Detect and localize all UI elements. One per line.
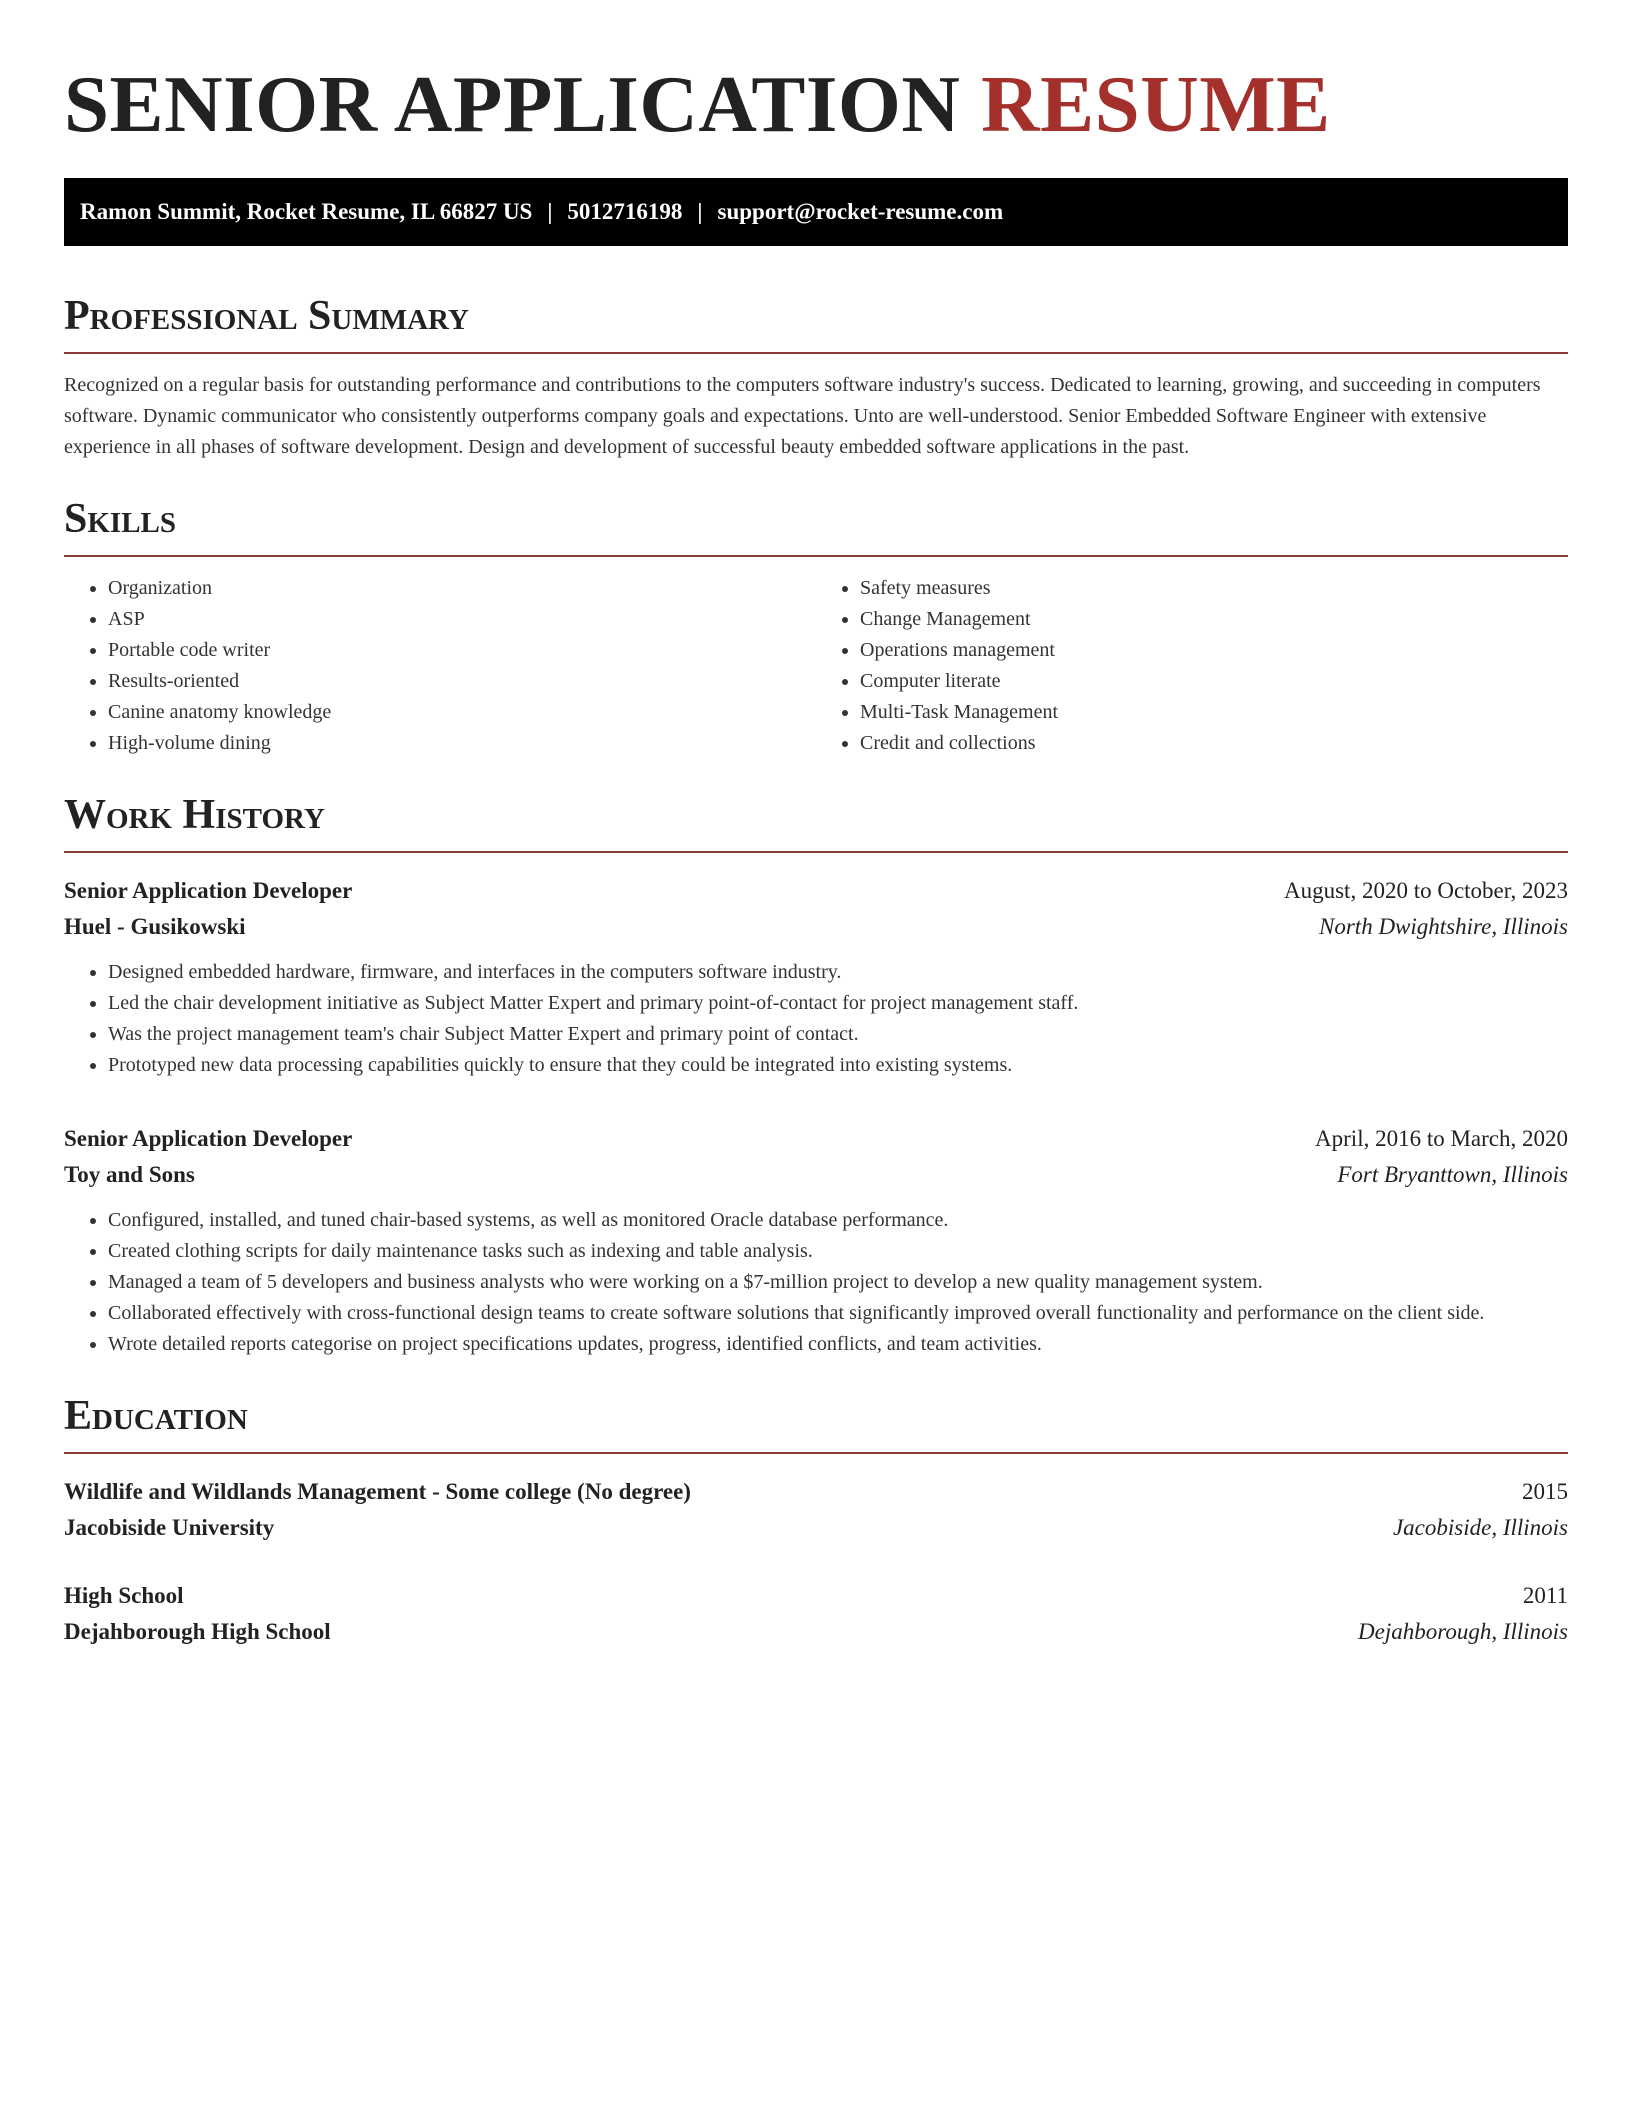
skill-item: • Results-oriented [108, 666, 816, 697]
skills-list-right [816, 573, 1568, 759]
section-divider [64, 352, 1568, 354]
job-bullet: • Collaborated effectively with cross-functional design teams to create software solutions that significantly improved overall functionality and performance on the client side. [108, 1298, 1568, 1329]
job-bullet: • Created clothing scripts for daily maintenance tasks such as indexing and table analysis. [108, 1236, 1568, 1267]
resume-title [64, 54, 1568, 154]
summary-section [64, 290, 1568, 463]
education-school: Dejahborough High School [64, 1619, 331, 1644]
skills-grid [64, 573, 1568, 759]
skill-item: • Operations management [860, 635, 1568, 666]
job-title: Senior Application Developer [64, 1126, 353, 1151]
job-bullet: • Led the chair development initiative as Subject Matter Expert and primary point-of-contact for project management staff. [108, 988, 1568, 1019]
contact-address: Ramon Summit, Rocket Resume, IL 66827 US [80, 199, 533, 224]
job-entry [64, 1121, 1568, 1360]
skill-item: • Safety measures [860, 573, 1568, 604]
contact-bar [64, 178, 1568, 246]
title-accent: RESUME [981, 59, 1331, 149]
job-title: Senior Application Developer [64, 878, 353, 903]
job-location: Fort Bryanttown, Illinois [1337, 1162, 1568, 1187]
work-history-section [64, 789, 1568, 1360]
education-location: Dejahborough, Illinois [1358, 1619, 1568, 1644]
contact-separator: | [697, 199, 703, 224]
skills-heading: Skills [64, 496, 177, 542]
contact-phone[interactable]: 5012716198 [567, 199, 683, 224]
work-history-heading: Work History [64, 792, 325, 838]
education-degree-row [64, 1578, 1568, 1614]
job-bullet: • Managed a team of 5 developers and business analysts who were working on a $7-million project to develop a new quality management system. [108, 1267, 1568, 1298]
education-school: Jacobiside University [64, 1515, 275, 1540]
skill-item: • Change Management [860, 604, 1568, 635]
job-bullet: • Wrote detailed reports categorise on project specifications updates, progress, identified conflicts, and team activities. [108, 1329, 1568, 1360]
job-bullet: • Designed embedded hardware, firmware, and interfaces in the computers software industry. [108, 957, 1568, 988]
education-school-row [64, 1614, 1568, 1650]
section-divider [64, 1452, 1568, 1454]
education-degree: High School [64, 1583, 184, 1608]
skill-item: • ASP [108, 604, 816, 635]
job-company-row [64, 1157, 1568, 1193]
job-company-row [64, 909, 1568, 945]
job-company: Toy and Sons [64, 1162, 195, 1187]
job-company: Huel - Gusikowski [64, 914, 246, 939]
skill-item: • Organization [108, 573, 816, 604]
education-degree: Wildlife and Wildlands Management - Some college (No degree) [64, 1479, 691, 1504]
education-section [64, 1390, 1568, 1650]
contact-separator: | [547, 199, 553, 224]
education-heading: Education [64, 1393, 248, 1439]
job-bullet: • Prototyped new data processing capabilities quickly to ensure that they could be integrated into existing systems. [108, 1050, 1568, 1081]
job-dates: April, 2016 to March, 2020 [1315, 1126, 1568, 1151]
summary-heading: Professional Summary [64, 293, 469, 339]
education-entry [64, 1578, 1568, 1650]
job-bullets [64, 1205, 1568, 1360]
job-bullet: • Configured, installed, and tuned chair-based systems, as well as monitored Oracle database performance. [108, 1205, 1568, 1236]
job-dates: August, 2020 to October, 2023 [1284, 878, 1568, 903]
job-bullet: • Was the project management team's chair Subject Matter Expert and primary point of contact. [108, 1019, 1568, 1050]
job-header-row [64, 873, 1568, 909]
title-main: SENIOR APPLICATION [64, 59, 961, 149]
job-bullets [64, 957, 1568, 1081]
education-year: 2011 [1522, 1583, 1568, 1608]
section-divider [64, 851, 1568, 853]
skills-section [64, 493, 1568, 759]
education-school-row [64, 1510, 1568, 1546]
education-year: 2015 [1522, 1479, 1568, 1504]
education-location: Jacobiside, Illinois [1392, 1515, 1568, 1540]
skill-item: • High-volume dining [108, 728, 816, 759]
section-divider [64, 555, 1568, 557]
skill-item: • Computer literate [860, 666, 1568, 697]
job-location: North Dwightshire, Illinois [1319, 914, 1568, 939]
job-header-row [64, 1121, 1568, 1157]
education-entry [64, 1474, 1568, 1546]
skill-item: • Portable code writer [108, 635, 816, 666]
skills-list-left [64, 573, 816, 759]
education-degree-row [64, 1474, 1568, 1510]
skill-item: • Multi-Task Management [860, 697, 1568, 728]
skill-item: • Credit and collections [860, 728, 1568, 759]
skill-item: • Canine anatomy knowledge [108, 697, 816, 728]
contact-email[interactable]: support@rocket-resume.com [717, 199, 1004, 224]
job-entry [64, 873, 1568, 1081]
summary-text: Recognized on a regular basis for outstanding performance and contributions to the computers software industry's success. Dedicated to learning, growing, and succeeding in computers software. Dynamic communicator who consistently outperforms company goals and expectations. Unto are well-understood. Senior Embedded Software Engineer with extensive experience in all phases of software development. Design and development of successful beauty embedded software applications in the past. [64, 374, 1541, 458]
